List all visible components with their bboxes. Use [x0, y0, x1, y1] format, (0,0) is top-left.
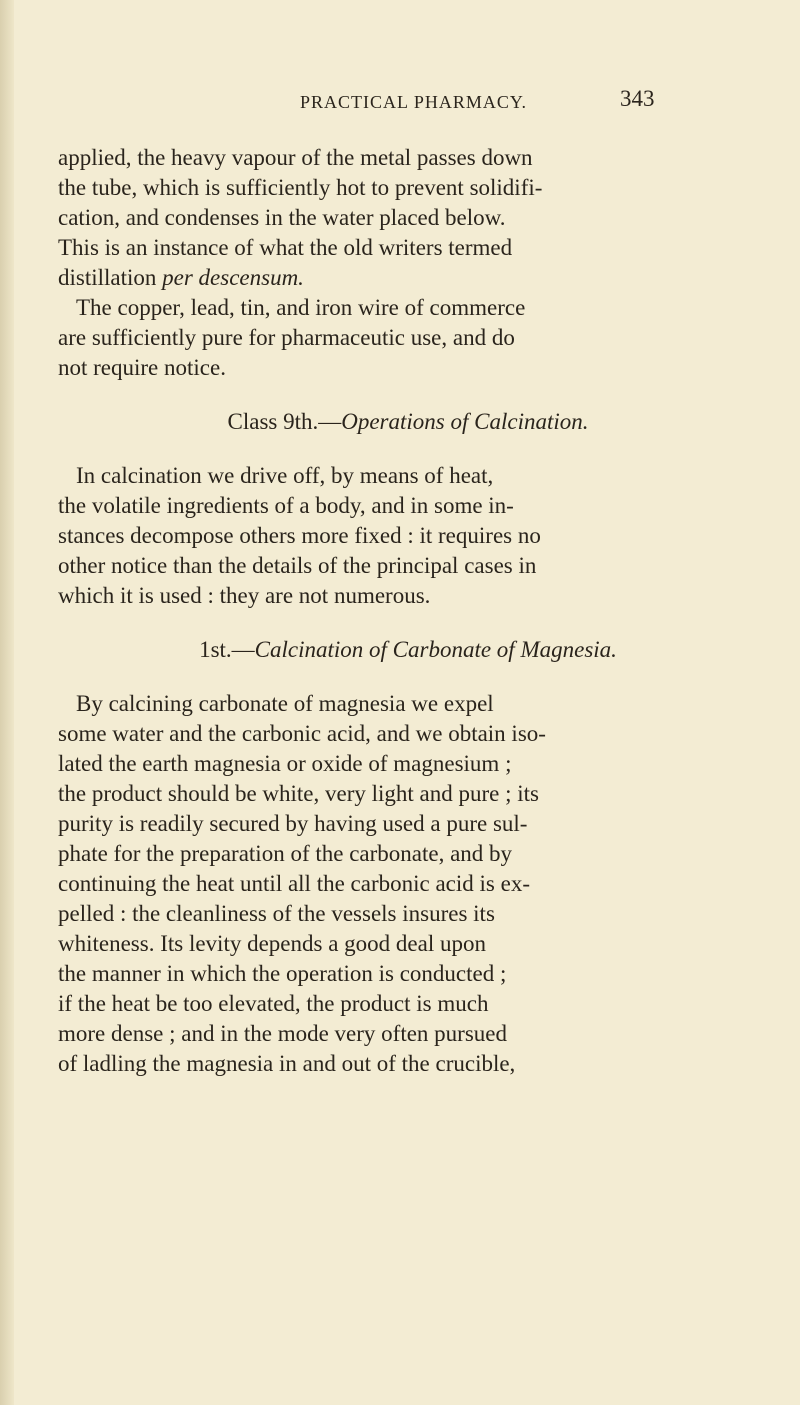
paragraph-first-line: The copper, lead, tin, and iron wire of commerce [76, 295, 526, 320]
text-line: other notice than the details of the principal cases in [58, 553, 537, 578]
subsection-title: Calcination of Carbonate of Magnesia. [254, 637, 617, 662]
text-line: purity is readily secured by having used a pure sul- [58, 811, 528, 836]
text-line: whiteness. Its levity depends a good deal upon [58, 931, 486, 956]
page-gutter-shadow [0, 0, 14, 1405]
section-heading [58, 408, 758, 436]
text-line: This is an instance of what the old writers termed [58, 235, 513, 260]
subsection-number: 1st.— [199, 637, 255, 662]
text-line: more dense ; and in the mode very often pursued [58, 1021, 508, 1046]
text-line: of ladling the magnesia in and out of the crucible, [58, 1051, 516, 1076]
text-line: the product should be white, very light and pure ; its [58, 781, 539, 806]
text-line: lated the earth magnesia or oxide of magnesium ; [58, 751, 512, 776]
subsection-heading [58, 636, 758, 664]
paragraph-first-line: By calcining carbonate of magnesia we expel [76, 691, 494, 716]
text-line: phate for the preparation of the carbonate, and by [58, 841, 513, 866]
text-line: some water and the carbonic acid, and we obtain iso- [58, 721, 546, 746]
text-line [58, 264, 304, 292]
text-line: pelled : the cleanliness of the vessels insures its [58, 901, 495, 926]
text-line: continuing the heat until all the carbonic acid is ex- [58, 871, 530, 896]
italic-phrase: per descensum. [162, 265, 304, 290]
text-line: the tube, which is sufficiently hot to prevent solidifi- [58, 175, 543, 200]
text-line: not require notice. [58, 355, 226, 380]
text-line: stances decompose others more fixed : it requires no [58, 523, 541, 548]
page-number: 343 [620, 86, 655, 111]
paragraph-first-line: In calcination we drive off, by means of heat, [76, 463, 494, 488]
text-line: the volatile ingredients of a body, and in some in- [58, 493, 514, 518]
text-line: are sufficiently pure for pharmaceutic use, and do [58, 325, 515, 350]
text-line: which it is used : they are not numerous. [58, 583, 431, 608]
text-line: if the heat be too elevated, the product is much [58, 991, 489, 1016]
text-fragment: distillation [58, 265, 157, 290]
text-line: the manner in which the operation is conducted ; [58, 961, 507, 986]
running-header: PRACTICAL PHARMACY. [300, 92, 528, 112]
section-number: Class 9th.— [227, 409, 342, 434]
text-line: cation, and condenses in the water placed below. [58, 205, 506, 230]
text-line: applied, the heavy vapour of the metal passes down [58, 145, 533, 170]
section-title: Operations of Calcination. [341, 409, 589, 434]
